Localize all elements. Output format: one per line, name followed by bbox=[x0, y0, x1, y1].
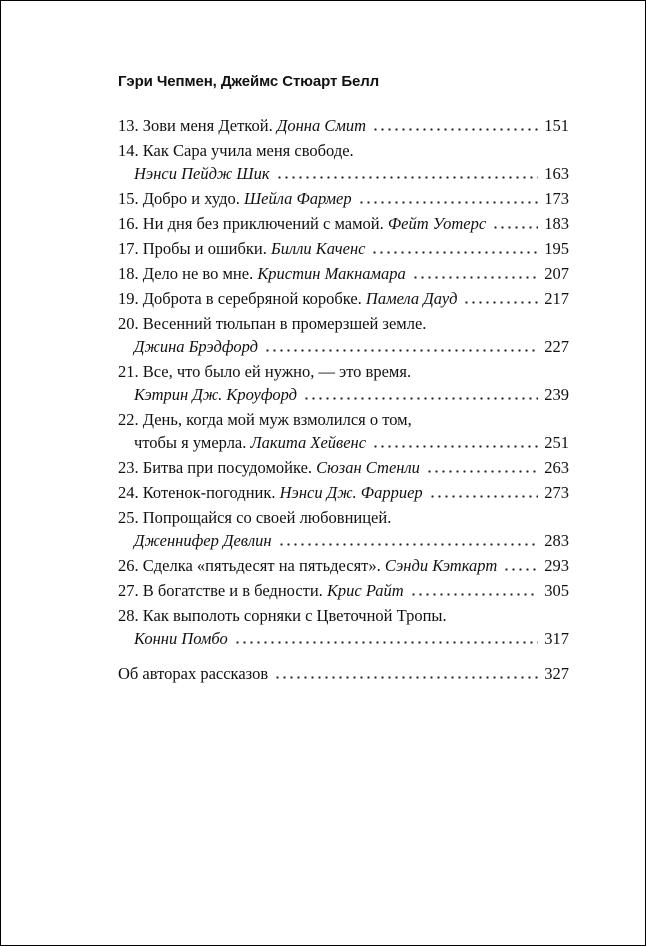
entry-page: 217 bbox=[544, 289, 569, 308]
entry-page: 239 bbox=[544, 385, 569, 404]
entry-title: Доброта в серебряной коробке. bbox=[142, 289, 362, 308]
entry-author: Шейла Фармер bbox=[243, 189, 352, 208]
entry-title: Об авторах рассказов bbox=[118, 664, 269, 683]
entry-title: Котенок-погодник. bbox=[142, 483, 276, 502]
entry-page: 151 bbox=[544, 116, 569, 135]
toc-entry-15[interactable] bbox=[118, 189, 569, 208]
entry-page: 173 bbox=[544, 189, 569, 208]
dot-leader bbox=[276, 176, 539, 179]
entry-author: Донна Смит bbox=[276, 116, 367, 135]
entry-author: Джина Брэдфорд bbox=[134, 337, 258, 356]
entry-title: День, когда мой муж взмолился о том, bbox=[142, 410, 412, 429]
entry-author: Фейт Уотерс bbox=[387, 214, 487, 233]
entry-page: 273 bbox=[544, 483, 569, 502]
entry-author: Дженнифер Девлин bbox=[134, 531, 272, 550]
toc-entry-17[interactable] bbox=[118, 239, 569, 258]
entry-title: Весенний тюльпан в промерзшей земле. bbox=[142, 314, 427, 333]
entry-title: Пробы и ошибки. bbox=[142, 239, 267, 258]
entry-author: Нэнси Пейдж Шик bbox=[134, 164, 270, 183]
toc-entry-23[interactable] bbox=[118, 458, 569, 477]
toc-entry-18[interactable] bbox=[118, 264, 569, 283]
entry-number: 22. bbox=[118, 410, 139, 429]
entry-author: Крис Райт bbox=[326, 581, 404, 600]
dot-leader bbox=[372, 445, 538, 448]
toc-entry-16[interactable] bbox=[118, 214, 569, 233]
toc-entry-25[interactable] bbox=[118, 508, 569, 550]
dot-leader bbox=[372, 128, 538, 131]
entry-page: 327 bbox=[544, 664, 569, 683]
entry-number: 18. bbox=[118, 264, 139, 283]
entry-number: 21. bbox=[118, 362, 139, 381]
dot-leader bbox=[492, 226, 538, 229]
entry-page: 195 bbox=[544, 239, 569, 258]
toc-entry-14[interactable] bbox=[118, 141, 569, 183]
dot-leader bbox=[426, 470, 538, 473]
dot-leader bbox=[410, 593, 539, 596]
running-header: Гэри Чепмен, Джеймс Стюарт Белл bbox=[118, 73, 380, 90]
entry-number: 28. bbox=[118, 606, 139, 625]
entry-page: 227 bbox=[544, 337, 569, 356]
entry-page: 283 bbox=[544, 531, 569, 550]
entry-number: 27. bbox=[118, 581, 139, 600]
entry-number: 25. bbox=[118, 508, 139, 527]
entry-number: 19. bbox=[118, 289, 139, 308]
toc-entry-21[interactable] bbox=[118, 362, 569, 404]
entry-number: 16. bbox=[118, 214, 139, 233]
entry-author: Сэнди Кэткарт bbox=[384, 556, 498, 575]
entry-number: 24. bbox=[118, 483, 139, 502]
entry-author: Конни Помбо bbox=[134, 629, 228, 648]
dot-leader bbox=[463, 301, 538, 304]
entry-page: 183 bbox=[544, 214, 569, 233]
entry-page: 305 bbox=[544, 581, 569, 600]
entry-title: Все, что было ей нужно, — это время. bbox=[142, 362, 412, 381]
table-of-contents bbox=[118, 116, 569, 689]
toc-entry-26[interactable] bbox=[118, 556, 569, 575]
dot-leader bbox=[503, 568, 538, 571]
entry-page: 293 bbox=[544, 556, 569, 575]
toc-entry-13[interactable] bbox=[118, 116, 569, 135]
entry-title: Сделка «пятьдесят на пятьдесят». bbox=[142, 556, 381, 575]
entry-title: Добро и худо. bbox=[142, 189, 240, 208]
entry-author: Кэтрин Дж. Кроуфорд bbox=[134, 385, 298, 404]
entry-author: Памела Дауд bbox=[365, 289, 458, 308]
dot-leader bbox=[429, 495, 539, 498]
entry-number: 23. bbox=[118, 458, 139, 477]
entry-title: Битва при посудомойке. bbox=[142, 458, 313, 477]
dot-leader bbox=[358, 201, 539, 204]
dot-leader bbox=[234, 641, 539, 644]
entry-title: Зови меня Деткой. bbox=[142, 116, 273, 135]
entry-number: 17. bbox=[118, 239, 139, 258]
entry-number: 15. bbox=[118, 189, 139, 208]
entry-number: 14. bbox=[118, 141, 139, 160]
entry-page: 317 bbox=[544, 629, 569, 648]
dot-leader bbox=[371, 251, 538, 254]
entry-author: Кристин Макнамара bbox=[257, 264, 406, 283]
dot-leader bbox=[278, 543, 539, 546]
entry-title: Попрощайся со своей любовницей. bbox=[142, 508, 392, 527]
entry-title: Ни дня без приключений с мамой. bbox=[142, 214, 384, 233]
entry-title: Как выполоть сорняки с Цветочной Тропы. bbox=[142, 606, 447, 625]
entry-title: Как Сара учила меня свободе. bbox=[142, 141, 354, 160]
entry-author: Сюзан Стенли bbox=[316, 458, 420, 477]
toc-entry-28[interactable] bbox=[118, 606, 569, 648]
entry-author: Лакита Хейвенс bbox=[250, 433, 367, 452]
entry-number: 13. bbox=[118, 116, 139, 135]
toc-entry-27[interactable] bbox=[118, 581, 569, 600]
entry-author: Билли Каченс bbox=[271, 239, 366, 258]
entry-title-continuation: чтобы я умерла. bbox=[134, 433, 247, 452]
dot-leader bbox=[274, 676, 538, 679]
entry-page: 207 bbox=[544, 264, 569, 283]
dot-leader bbox=[264, 349, 538, 352]
toc-entry-24[interactable] bbox=[118, 483, 569, 502]
entry-page: 163 bbox=[544, 164, 569, 183]
section-spacer bbox=[118, 654, 569, 664]
toc-entry-about-authors[interactable] bbox=[118, 664, 569, 683]
entry-title: Дело не во мне. bbox=[142, 264, 254, 283]
entry-title: В богатстве и в бедности. bbox=[142, 581, 323, 600]
entry-author: Нэнси Дж. Фарриер bbox=[279, 483, 423, 502]
dot-leader bbox=[412, 276, 538, 279]
entry-number: 20. bbox=[118, 314, 139, 333]
dot-leader bbox=[303, 397, 538, 400]
toc-entry-19[interactable] bbox=[118, 289, 569, 308]
entry-page: 251 bbox=[544, 433, 569, 452]
entry-number: 26. bbox=[118, 556, 139, 575]
toc-entry-22[interactable] bbox=[118, 410, 569, 452]
entry-page: 263 bbox=[544, 458, 569, 477]
toc-entry-20[interactable] bbox=[118, 314, 569, 356]
